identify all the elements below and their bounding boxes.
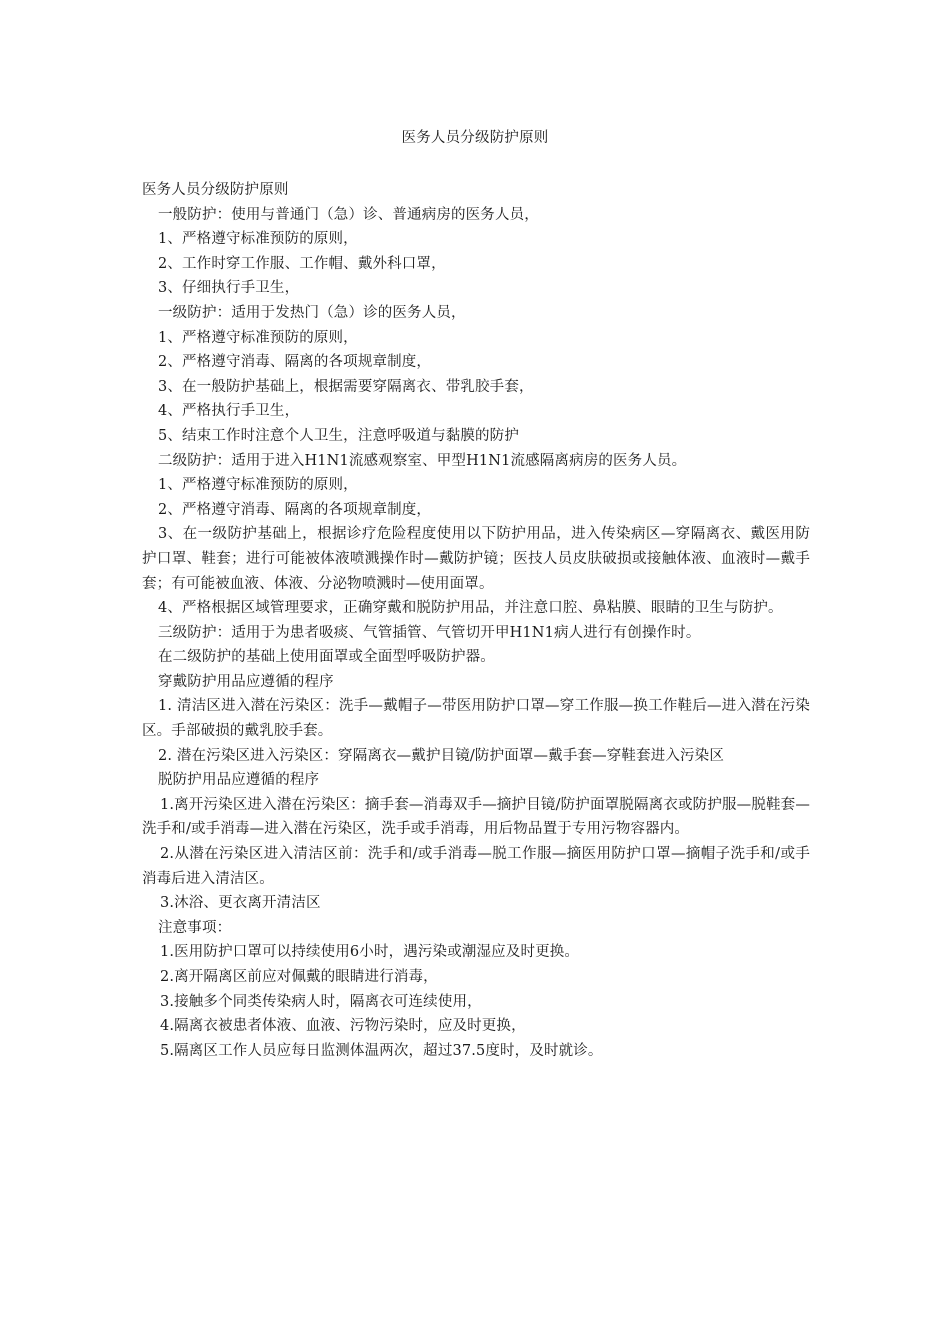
list-item: 3、在一级防护基础上，根据诊疗危险程度使用以下防护用品，进入传染病区—穿隔离衣、戴医用防护口罩、鞋套；进行可能被体液喷溅操作时—戴防护镜；医技人员皮肤破损或接触体液、血液时—戴手套；有可能被血液、体液、分泌物喷溅时—使用面罩。 (142, 526, 810, 592)
list-item: 1.离开污染区进入潜在污染区：摘手套—消毒双手—摘护目镜/防护面罩脱隔离衣或防护服—脱鞋套—洗手和/或手消毒—进入潜在污染区，洗手或手消毒，用后物品置于专用污物容器内。 (142, 796, 810, 838)
list-item: 5、结束工作时注意个人卫生，注意呼吸道与黏膜的防护 (158, 427, 519, 444)
list-item: 3.沐浴、更衣离开清洁区 (160, 895, 321, 912)
doffing-procedure-heading: 脱防护用品应遵循的程序 (158, 772, 320, 789)
protection-level-general: 一般防护：使用与普通门（急）诊、普通病房的医务人员， (158, 206, 539, 223)
list-item: 2、严格遵守消毒、隔离的各项规章制度， (158, 501, 432, 518)
paragraph: 在二级防护的基础上使用面罩或全面型呼吸防护器。 (158, 649, 495, 666)
list-item: 2、严格遵守消毒、隔离的各项规章制度， (158, 354, 432, 371)
list-item: 3.接触多个同类传染病人时，隔离衣可连续使用， (160, 993, 482, 1010)
list-item: 4、严格根据区域管理要求，正确穿戴和脱防护用品，并注意口腔、鼻粘膜、眼睛的卫生与防护。 (158, 600, 783, 617)
section-heading: 医务人员分级防护原则 (142, 182, 289, 198)
donning-procedure-heading: 穿戴防护用品应遵循的程序 (158, 673, 334, 690)
list-item: 1、严格遵守标准预防的原则， (158, 231, 358, 248)
list-item: 2.离开隔离区前应对佩戴的眼睛进行消毒， (160, 969, 438, 985)
list-item: 1、严格遵守标准预防的原则， (158, 329, 358, 346)
list-item: 2.从潜在污染区进入清洁区前：洗手和/或手消毒—脱工作服—摘医用防护口罩—摘帽子洗手和/或手消毒后进入清洁区。 (142, 846, 810, 887)
protection-level-two: 二级防护：适用于进入H1N1流感观察室、甲型H1N1流感隔离病房的医务人员。 (158, 452, 687, 469)
list-item: 3、在一般防护基础上，根据需要穿隔离衣、带乳胶手套， (158, 378, 534, 395)
list-item: 4、严格执行手卫生， (158, 403, 300, 420)
notes-heading: 注意事项： (158, 919, 232, 936)
document-body (142, 178, 810, 1063)
list-item: 5.隔离区工作人员应每日监测体温两次，超过37.5度时，及时就诊。 (160, 1042, 603, 1059)
protection-level-one: 一级防护：适用于发热门（急）诊的医务人员， (158, 304, 466, 321)
list-item: 3、仔细执行手卫生， (158, 280, 300, 297)
list-item: 2、工作时穿工作服、工作帽、戴外科口罩， (158, 255, 446, 272)
protection-level-three: 三级防护：适用于为患者吸痰、气管插管、气管切开甲H1N1病人进行有创操作时。 (158, 624, 701, 641)
list-item: 1. 清洁区进入潜在污染区：洗手—戴帽子—带医用防护口罩—穿工作服—换工作鞋后—进入潜在污染区。手部破损的戴乳胶手套。 (142, 698, 810, 740)
document-title: 医务人员分级防护原则 (401, 130, 549, 146)
list-item: 2. 潜在污染区进入污染区：穿隔离衣—戴护目镜/防护面罩—戴手套—穿鞋套进入污染区 (158, 747, 724, 764)
list-item: 1、严格遵守标准预防的原则， (158, 477, 358, 494)
list-item: 4.隔离衣被患者体液、血液、污物污染时，应及时更换， (160, 1018, 526, 1035)
list-item: 1.医用防护口罩可以持续使用6小时，遇污染或潮湿应及时更换。 (160, 944, 580, 961)
